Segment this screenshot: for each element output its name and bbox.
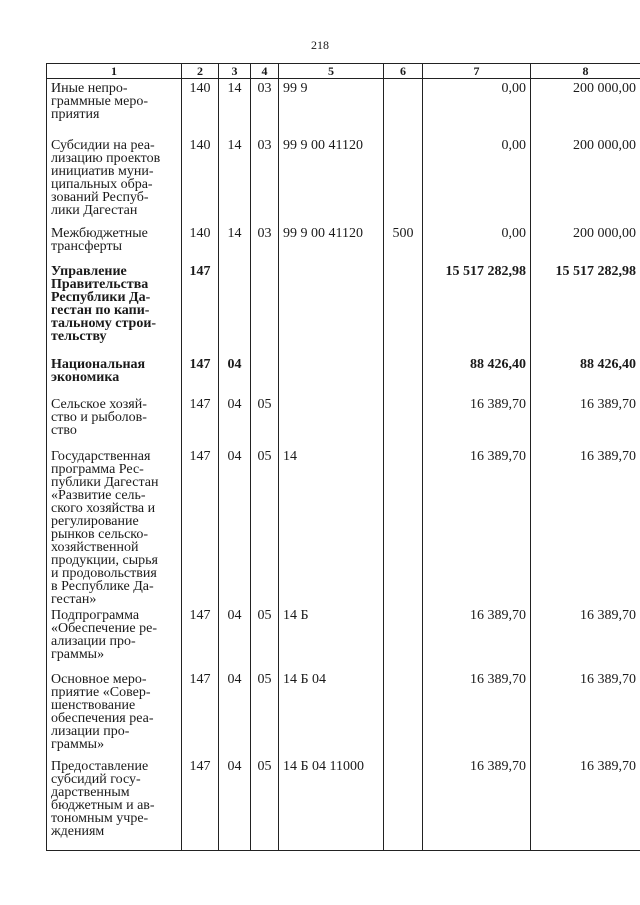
cell-target-article: 99 9 00 41120 [279,224,384,262]
cell-subsection: 05 [251,395,279,447]
cell-section: 14 [219,79,251,136]
cell-amount-8: 16 389,70 [531,606,640,670]
cell-expense-type [384,670,423,757]
cell-ministry: 140 [182,224,219,262]
row-name: Государственная программа Рес- публики Дагестан «Развитие сель- ского хозяйства и регулирование рынков сельско- хозяйственной продукции, сырья и продовольствия в Республике Да- гестан» [47,447,182,606]
cell-expense-type [384,79,423,136]
column-header: 3 [219,64,251,79]
table-row [47,447,640,606]
column-header: 8 [531,64,640,79]
cell-ministry: 147 [182,262,219,355]
row-name: Предоставление субсидий госу- дарственным бюджетным и ав- тономным учре- ждениям [47,757,182,851]
header-row [47,64,640,79]
row-name: Сельское хозяй- ство и рыболов- ство [47,395,182,447]
cell-amount-7: 16 389,70 [423,606,531,670]
table-row [47,224,640,262]
table-row [47,262,640,355]
cell-target-article: 99 9 [279,79,384,136]
cell-target-article [279,395,384,447]
cell-expense-type [384,262,423,355]
row-name: Национальная экономика [47,355,182,395]
cell-amount-8: 200 000,00 [531,224,640,262]
column-header: 7 [423,64,531,79]
table-row [47,757,640,851]
cell-amount-7: 16 389,70 [423,757,531,851]
cell-subsection [251,355,279,395]
cell-expense-type: 500 [384,224,423,262]
cell-expense-type [384,757,423,851]
cell-subsection: 05 [251,606,279,670]
table-row [47,395,640,447]
cell-target-article: 14 Б 04 [279,670,384,757]
cell-ministry: 147 [182,355,219,395]
cell-target-article: 14 Б 04 11000 [279,757,384,851]
cell-target-article [279,355,384,395]
cell-section [219,262,251,355]
table-row [47,355,640,395]
cell-amount-7: 15 517 282,98 [423,262,531,355]
table-row [47,136,640,224]
cell-section: 04 [219,395,251,447]
row-name: Межбюджетные трансферты [47,224,182,262]
column-header: 6 [384,64,423,79]
cell-ministry: 147 [182,395,219,447]
cell-amount-7: 0,00 [423,79,531,136]
cell-target-article: 14 Б [279,606,384,670]
page-number: 218 [311,38,329,52]
table-row [47,79,640,136]
cell-amount-8: 15 517 282,98 [531,262,640,355]
column-header: 1 [47,64,182,79]
cell-amount-8: 16 389,70 [531,447,640,606]
table-row [47,670,640,757]
cell-amount-7: 16 389,70 [423,670,531,757]
cell-expense-type [384,136,423,224]
cell-amount-7: 88 426,40 [423,355,531,395]
cell-ministry: 147 [182,670,219,757]
cell-section: 04 [219,447,251,606]
cell-subsection: 05 [251,447,279,606]
cell-section: 14 [219,136,251,224]
cell-section: 04 [219,670,251,757]
cell-expense-type [384,447,423,606]
cell-expense-type [384,395,423,447]
cell-ministry: 147 [182,606,219,670]
cell-subsection: 03 [251,224,279,262]
cell-subsection: 05 [251,757,279,851]
cell-amount-7: 16 389,70 [423,447,531,606]
row-name: Основное меро- приятие «Совер- шенствование обеспечения реа- лизации про- граммы» [47,670,182,757]
cell-section: 04 [219,606,251,670]
cell-amount-8: 200 000,00 [531,136,640,224]
cell-amount-7: 0,00 [423,224,531,262]
budget-table [46,63,640,851]
cell-subsection [251,262,279,355]
cell-ministry: 140 [182,136,219,224]
row-name: Управление Правительства Республики Да- гестан по капи- тальному строи- тельству [47,262,182,355]
row-name: Подпрограмма «Обеспечение ре- ализации про- граммы» [47,606,182,670]
column-header: 5 [279,64,384,79]
cell-amount-8: 16 389,70 [531,757,640,851]
cell-amount-7: 16 389,70 [423,395,531,447]
column-header: 4 [251,64,279,79]
cell-amount-8: 16 389,70 [531,395,640,447]
cell-amount-8: 88 426,40 [531,355,640,395]
cell-section: 04 [219,757,251,851]
cell-subsection: 05 [251,670,279,757]
cell-ministry: 140 [182,79,219,136]
table-row [47,606,640,670]
column-header: 2 [182,64,219,79]
cell-target-article: 14 [279,447,384,606]
cell-ministry: 147 [182,757,219,851]
cell-section: 14 [219,224,251,262]
cell-target-article [279,262,384,355]
cell-ministry: 147 [182,447,219,606]
cell-section: 04 [219,355,251,395]
cell-target-article: 99 9 00 41120 [279,136,384,224]
cell-amount-8: 16 389,70 [531,670,640,757]
cell-expense-type [384,606,423,670]
cell-amount-7: 0,00 [423,136,531,224]
row-name: Субсидии на реа- лизацию проектов инициатив муни- ципальных обра- зований Респуб- лики Дагестан [47,136,182,224]
cell-expense-type [384,355,423,395]
cell-subsection: 03 [251,79,279,136]
cell-amount-8: 200 000,00 [531,79,640,136]
row-name: Иные непро- граммные меро- приятия [47,79,182,136]
cell-subsection: 03 [251,136,279,224]
